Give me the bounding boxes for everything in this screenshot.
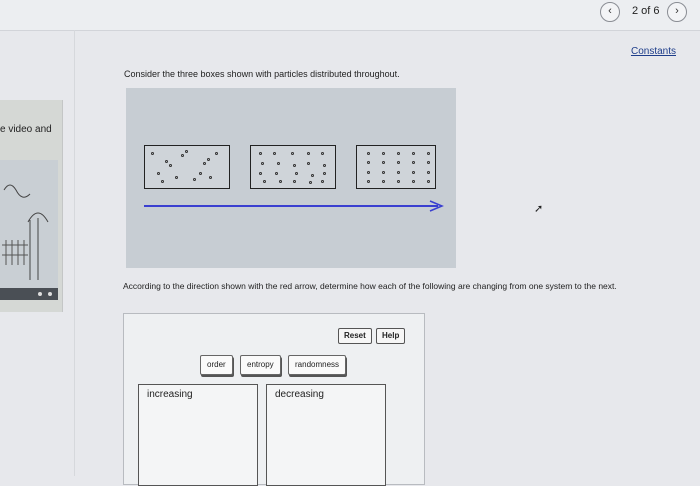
chevron-right-icon: › xyxy=(675,5,679,17)
bin-decreasing[interactable] xyxy=(266,384,386,486)
particle-dot xyxy=(279,180,282,183)
next-button[interactable] xyxy=(667,2,687,22)
particle-dot xyxy=(397,161,400,164)
video-caption: e video and xyxy=(0,124,52,135)
particle-dot xyxy=(367,180,370,183)
particle-dot xyxy=(367,161,370,164)
particle-dot xyxy=(307,152,310,155)
bin-decreasing-label: decreasing xyxy=(275,389,324,400)
particle-dot xyxy=(427,180,430,183)
particle-dot xyxy=(397,171,400,174)
video-side-panel xyxy=(0,100,63,312)
particle-dot xyxy=(209,176,212,179)
chip-randomness[interactable]: randomness xyxy=(288,355,346,375)
page-indicator: 2 of 6 xyxy=(632,5,660,17)
particle-dot xyxy=(193,178,196,181)
particle-dot xyxy=(185,150,188,153)
particle-dot xyxy=(157,172,160,175)
particle-dot xyxy=(321,180,324,183)
chip-entropy[interactable]: entropy xyxy=(240,355,281,375)
particle-dot xyxy=(412,180,415,183)
intro-text: Consider the three boxes shown with particles distributed throughout. xyxy=(124,69,400,79)
particle-dot xyxy=(199,172,202,175)
particle-dot xyxy=(207,158,210,161)
system-2-box xyxy=(250,145,336,189)
mouse-cursor-icon: ➚ xyxy=(534,203,544,215)
particle-dot xyxy=(367,152,370,155)
particle-dot xyxy=(397,152,400,155)
help-button[interactable]: Help xyxy=(376,328,405,344)
system-1-box xyxy=(144,145,230,189)
sketch-image xyxy=(0,160,58,300)
particle-dot xyxy=(203,162,206,165)
particle-dot xyxy=(295,172,298,175)
particle-dot xyxy=(169,164,172,167)
particle-dot xyxy=(382,180,385,183)
particle-dot xyxy=(263,180,266,183)
particle-dot xyxy=(161,180,164,183)
particle-dot xyxy=(382,152,385,155)
particle-dot xyxy=(261,162,264,165)
particle-dot xyxy=(323,172,326,175)
particle-dot xyxy=(151,152,154,155)
particle-dot xyxy=(259,152,262,155)
particle-dot xyxy=(367,171,370,174)
particle-figure xyxy=(126,88,456,268)
prev-button[interactable] xyxy=(600,2,620,22)
video-thumbnail[interactable] xyxy=(0,160,58,300)
chevron-left-icon: ‹ xyxy=(608,5,612,17)
particle-dot xyxy=(275,172,278,175)
question-text: According to the direction shown with the red arrow, determine how each of the following are changing from one system to the next. xyxy=(123,281,617,291)
bin-increasing-label: increasing xyxy=(147,389,193,400)
particle-dot xyxy=(321,152,324,155)
particle-dot xyxy=(293,164,296,167)
divider xyxy=(74,30,75,476)
particle-dot xyxy=(323,164,326,167)
particle-dot xyxy=(427,171,430,174)
particle-dot xyxy=(412,161,415,164)
particle-dot xyxy=(412,152,415,155)
constants-link[interactable]: Constants xyxy=(630,46,676,57)
particle-dot xyxy=(427,152,430,155)
particle-dot xyxy=(293,180,296,183)
particle-dot xyxy=(382,171,385,174)
top-bar xyxy=(0,0,700,31)
direction-arrow xyxy=(144,200,444,212)
drag-drop-area xyxy=(123,313,425,485)
particle-dot xyxy=(215,152,218,155)
particle-dot xyxy=(181,154,184,157)
bin-increasing[interactable] xyxy=(138,384,258,486)
particle-dot xyxy=(165,160,168,163)
particle-dot xyxy=(309,181,312,184)
particle-dot xyxy=(277,162,280,165)
particle-dot xyxy=(259,172,262,175)
particle-dot xyxy=(291,152,294,155)
reset-button[interactable]: Reset xyxy=(338,328,372,344)
particle-dot xyxy=(175,176,178,179)
particle-dot xyxy=(311,174,314,177)
chip-order[interactable]: order xyxy=(200,355,233,375)
particle-dot xyxy=(427,161,430,164)
system-3-box xyxy=(356,145,436,189)
particle-dot xyxy=(273,152,276,155)
particle-dot xyxy=(382,161,385,164)
particle-dot xyxy=(397,180,400,183)
particle-dot xyxy=(412,171,415,174)
particle-dot xyxy=(307,162,310,165)
